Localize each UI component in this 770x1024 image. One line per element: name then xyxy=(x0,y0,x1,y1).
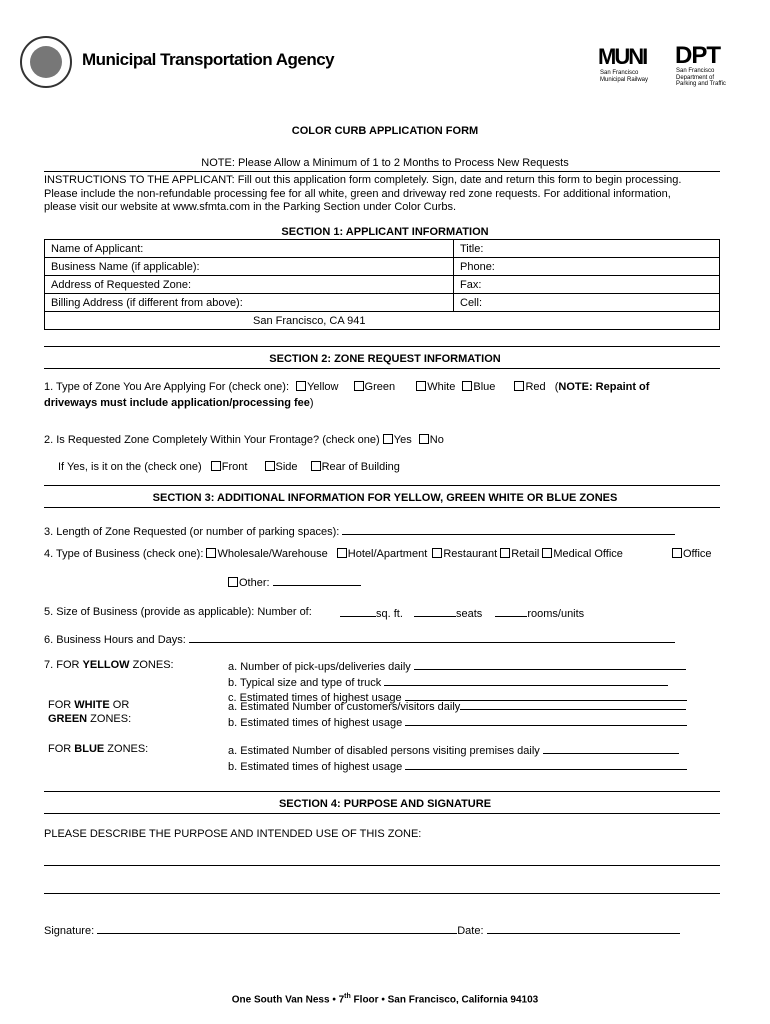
checkbox-side[interactable]: Side xyxy=(265,461,298,473)
white-green-items: a. Estimated Number of customers/visitors daily b. Estimated times of highest usage xyxy=(228,699,687,730)
checkbox-other[interactable]: Other: xyxy=(228,575,361,589)
checkbox-retail[interactable]: Retail xyxy=(500,548,539,560)
business-name-field[interactable]: Business Name (if applicable): xyxy=(45,258,454,276)
seats-input[interactable] xyxy=(414,606,456,617)
business-size-question: 5. Size of Business (provide as applicable): Number of: xyxy=(44,606,312,618)
checkbox-no[interactable]: No xyxy=(419,434,444,446)
dpt-logo: DPT xyxy=(675,42,720,69)
blue-usage-input[interactable] xyxy=(405,759,687,770)
hours-input[interactable] xyxy=(189,632,675,643)
city-zip-field[interactable]: San Francisco, CA 941 xyxy=(45,312,720,330)
city-seal-logo xyxy=(20,36,72,88)
checkbox-green[interactable]: Green xyxy=(354,381,396,393)
zone-type-question: 1. Type of Zone You Are Applying For (check one): Yellow Green White Blue Red (NOTE: Repaint of xyxy=(44,381,650,393)
blue-items: a. Estimated Number of disabled persons visiting premises daily b. Estimated times of highest usage xyxy=(228,743,687,774)
purpose-line-1[interactable] xyxy=(44,865,720,866)
wg-usage-input[interactable] xyxy=(405,715,687,726)
footer-address: One South Van Ness • 7th Floor • San Francisco, California 94103 xyxy=(231,993,539,1006)
purpose-line-2[interactable] xyxy=(44,893,720,894)
frontage-question: 2. Is Requested Zone Completely Within Your Frontage? (check one) Yes No xyxy=(44,434,444,446)
checkbox-wholesale[interactable]: Wholesale/Warehouse xyxy=(206,548,327,560)
checkbox-front[interactable]: Front xyxy=(211,461,248,473)
section4-heading: SECTION 4: PURPOSE AND SIGNATURE xyxy=(278,798,492,810)
title-field[interactable]: Title: xyxy=(454,240,720,258)
checkbox-yes[interactable]: Yes xyxy=(383,434,412,446)
yellow-zones-label: 7. FOR YELLOW ZONES: xyxy=(44,659,174,671)
hours-question: 6. Business Hours and Days: xyxy=(44,632,675,646)
applicant-info-table xyxy=(44,239,720,330)
checkbox-yellow[interactable]: Yellow xyxy=(296,381,338,393)
checkbox-rear[interactable]: Rear of Building xyxy=(311,461,400,473)
checkbox-hotel[interactable]: Hotel/Apartment xyxy=(337,548,427,560)
checkbox-white[interactable]: White xyxy=(416,381,455,393)
agency-name: Municipal Transportation Agency xyxy=(82,50,335,69)
other-input[interactable] xyxy=(273,575,361,586)
section1-heading: SECTION 1: APPLICANT INFORMATION xyxy=(281,226,489,238)
processing-note: NOTE: Please Allow a Minimum of 1 to 2 Months to Process New Requests xyxy=(201,157,569,169)
truck-input[interactable] xyxy=(384,675,668,686)
cell-field[interactable]: Cell: xyxy=(454,294,720,312)
deliveries-input[interactable] xyxy=(414,659,686,670)
business-type-question: 4. Type of Business (check one): Wholesale/Warehouse Hotel/Apartment Restaurant Retail Medical Office xyxy=(44,548,623,560)
yellow-items: a. Number of pick-ups/deliveries daily b. Typical size and type of truck c. Estimated times of highest usage xyxy=(228,659,687,706)
instructions: INSTRUCTIONS TO THE APPLICANT: Fill out this application form completely. Sign, date and return this form to begin processing. Please include the non-refundable processing fee for all white, green and driveway red zone requests. For additional information, please visit our website at www.sfmta.com in the Parking Section under Color Curbs. xyxy=(44,174,682,213)
zone-length-input[interactable] xyxy=(342,524,675,535)
zone-type-note: driveways must include application/processing fee) xyxy=(44,397,314,409)
rooms-input[interactable] xyxy=(495,606,527,617)
signature-input[interactable] xyxy=(97,923,457,934)
position-question: If Yes, is it on the (check one) Front Side Rear of Building xyxy=(58,461,400,473)
business-size-inputs: sq. ft. seats rooms/units xyxy=(340,606,584,620)
muni-caption: San Francisco Municipal Railway xyxy=(600,70,649,83)
checkbox-restaurant[interactable]: Restaurant xyxy=(432,548,497,560)
dpt-caption: San Francisco Department of Parking and Traffic xyxy=(676,68,726,87)
form-title: COLOR CURB APPLICATION FORM xyxy=(291,125,479,137)
blue-zones-label: FOR BLUE ZONES: xyxy=(48,743,149,755)
disabled-visitors-input[interactable] xyxy=(543,743,679,754)
name-field[interactable]: Name of Applicant: xyxy=(45,240,454,258)
white-green-zones-label: FOR WHITE OR GREEN ZONES: xyxy=(48,699,132,725)
checkbox-medical[interactable]: Medical Office xyxy=(542,548,623,560)
billing-address-field[interactable]: Billing Address (if different from above): xyxy=(45,294,454,312)
phone-field[interactable]: Phone: xyxy=(454,258,720,276)
zone-length-question: 3. Length of Zone Requested (or number of parking spaces): xyxy=(44,524,675,538)
checkbox-red[interactable]: Red xyxy=(514,381,545,393)
checkbox-office[interactable]: Office xyxy=(672,548,712,560)
date-input[interactable] xyxy=(487,923,680,934)
address-field[interactable]: Address of Requested Zone: xyxy=(45,276,454,294)
visitors-input[interactable] xyxy=(460,699,686,710)
sqft-input[interactable] xyxy=(340,606,376,617)
purpose-prompt: PLEASE DESCRIBE THE PURPOSE AND INTENDED USE OF THIS ZONE: xyxy=(44,828,422,840)
section2-heading: SECTION 2: ZONE REQUEST INFORMATION xyxy=(269,353,501,365)
section3-heading: SECTION 3: ADDITIONAL INFORMATION FOR YELLOW, GREEN WHITE OR BLUE ZONES xyxy=(152,492,618,504)
muni-logo: MUNI xyxy=(598,44,647,69)
signature-row: Signature: Date: xyxy=(44,923,680,937)
checkbox-blue[interactable]: Blue xyxy=(462,381,495,393)
fax-field[interactable]: Fax: xyxy=(454,276,720,294)
